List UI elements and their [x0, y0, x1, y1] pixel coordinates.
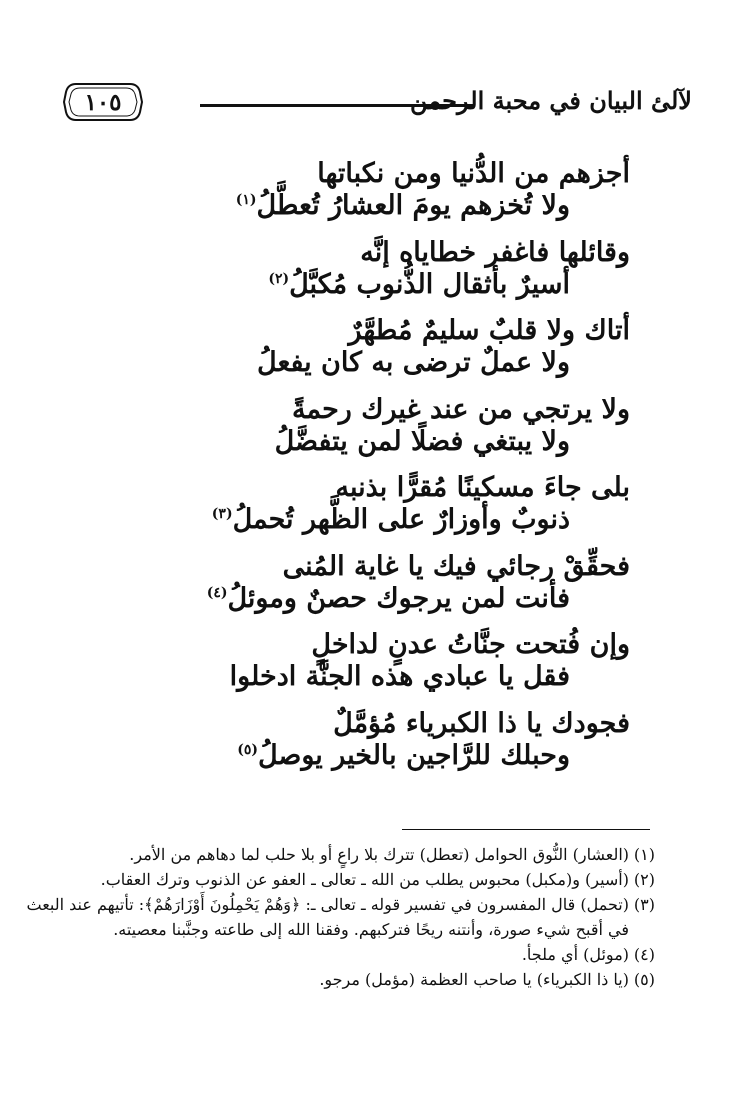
page-number-badge: [62, 82, 144, 122]
verse: [90, 305, 630, 384]
footnote-number: (٥): [633, 970, 655, 989]
footnote-text: (أسير) و(مكبل) محبوس يطلب من الله ـ تعالى ـ العفو عن الذنوب وترك العقاب.: [100, 870, 629, 889]
footnote: [75, 942, 655, 967]
first-hemistich: فجودك يا ذا الكبرياء مُؤمَّلٌ: [333, 707, 630, 739]
footnote-text: (موئل) أي ملجأ.: [521, 945, 629, 964]
footnote-reference: (٢): [268, 270, 290, 287]
verse: [90, 384, 630, 463]
second-hemistich: [236, 192, 570, 219]
footnote-reference: (١): [235, 192, 257, 208]
verse: [90, 619, 630, 698]
footnote-separator: [402, 829, 650, 830]
footnotes: [26, 842, 655, 992]
footnote-text: (يا ذا الكبرياء) يا صاحب العظمة (مؤمل) مرجو.: [319, 970, 629, 989]
second-hemistich: [230, 663, 570, 690]
poem: [90, 148, 630, 776]
verse: [90, 148, 630, 227]
footnote: [75, 967, 655, 992]
verse: [90, 541, 630, 620]
footnote-text: (العشار) النُّوق الحوامل (تعطل) تترك بلا راعٍ أو بلا حلب لما دهاهم من الأمر.: [129, 845, 629, 864]
second-hemistich: [206, 582, 570, 614]
second-hemistich: [257, 349, 570, 376]
verse: [90, 462, 630, 541]
second-hemistich: [274, 425, 570, 457]
hemistich-text: فأنت لمن يرجوك حصنٌ وموئلُ: [227, 582, 570, 614]
first-hemistich: أتاك ولا قلبٌ سليمٌ مُطهَّرٌ: [348, 315, 630, 346]
footnote-continuation: في أقبح شيء صورة، وأنتنه ريحًا فتركبهم. وفقنا الله إلى طاعته وجنَّبنا معصيته.: [113, 920, 629, 939]
footnote-reference: (٣): [211, 506, 233, 522]
first-hemistich: وقائلها فاغفر خطاياه إنَّه: [360, 236, 630, 268]
footnote-reference: (٥): [237, 741, 258, 758]
second-hemistich: [268, 268, 570, 300]
page-header: [62, 76, 692, 130]
book-title: لآلئ البيان في محبة الرحمن: [410, 86, 692, 115]
footnote-number: (١): [633, 845, 655, 864]
footnote: [26, 892, 655, 942]
hemistich-text: ولا عملٌ ترضى به كان يفعلُ: [257, 347, 570, 378]
first-hemistich: وإن فُتحت جنَّاتُ عدنٍ لداخلٍ: [311, 629, 630, 660]
page-number: ١٠٥: [84, 88, 122, 116]
hemistich-text: فقل يا عبادي هذه الجنَّة ادخلوا: [229, 661, 570, 692]
footnote-reference: (٤): [206, 584, 228, 601]
footnote: [75, 842, 655, 867]
verse: [90, 227, 630, 306]
footnote-number: (٤): [633, 945, 655, 964]
footnote-text: (تحمل) قال المفسرون في تفسير قوله ـ تعالى ـ: ﴿وَهُمْ يَحْمِلُونَ أَوْزَارَهُمْ﴾: تأتيهم عند البعث: [26, 895, 629, 914]
hemistich-text: ولا يبتغي فضلًا لمن يتفضَّلُ: [274, 425, 570, 457]
first-hemistich: فحقِّقْ رجائي فيك يا غاية المُنى: [282, 550, 630, 582]
verse: [90, 698, 630, 777]
second-hemistich: [237, 739, 570, 771]
footnote-number: (٢): [633, 870, 655, 889]
footnote-number: (٣): [633, 895, 655, 914]
first-hemistich: ولا يرتجي من عند غيرك رحمةً: [292, 393, 630, 425]
hemistich-text: أسيرٌ بأثقال الذُّنوب مُكبَّلُ: [289, 268, 570, 300]
footnote: [75, 867, 655, 892]
second-hemistich: [212, 506, 570, 533]
first-hemistich: أجزهم من الدُّنيا ومن نكباتها: [317, 158, 630, 189]
hemistich-text: ذنوبٌ وأوزارٌ على الظَّهر تُحملُ: [232, 504, 570, 535]
hemistich-text: ولا تُخزهم يومَ العشارُ تُعطَّلُ: [256, 190, 570, 221]
hemistich-text: وحبلك للرَّاجين بالخير يوصلُ: [257, 739, 570, 771]
first-hemistich: بلى جاءَ مسكينًا مُقرًّا بذنبه: [335, 472, 630, 503]
